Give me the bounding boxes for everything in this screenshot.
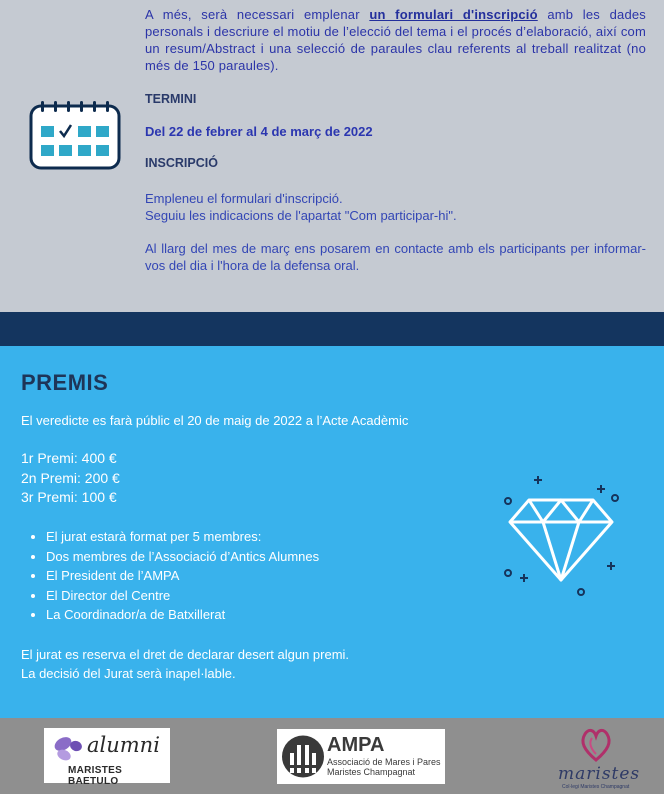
closing-line-1: El jurat es reserva el dret de declarar desert algun premi.	[21, 647, 350, 662]
maristes-heart-icon	[578, 724, 614, 764]
prize-1: 1r Premi: 400 €	[21, 450, 117, 466]
ampa-subtitle-line-1: Associació de Mares i Pares	[327, 757, 441, 767]
alumni-logo[interactable]	[44, 728, 170, 787]
termini-dates: Del 22 de febrer al 4 de març de 2022	[145, 124, 373, 139]
ampa-logo-subtitle	[327, 757, 441, 777]
ampa-logo-title: AMPA	[327, 734, 385, 756]
calendar-icon	[28, 97, 122, 171]
jury-item: • El Director del Centre	[46, 586, 319, 606]
prize-2: 2n Premi: 200 €	[21, 469, 120, 486]
jury-item: • Dos membres de l’Associació d’Antics Alumnes	[46, 547, 319, 567]
maristes-logo-name: maristes	[558, 764, 641, 784]
intro-text-end: amb les dades personals i descriure el motiu de l’elecció del tema i el procés d’elaboració, així com un resum/Abstract i una selecció de paraules clau referents al treball realitzat (no més de 150 paraules).	[145, 7, 647, 73]
ampa-subtitle-line-2: Maristes Champagnat	[327, 767, 416, 777]
alumni-logo-name: alumni	[87, 733, 160, 757]
inscripcio-line-2: Seguiu les indicacions de l'apartat "Com participar-hi".	[145, 208, 457, 223]
ampa-logo[interactable]	[277, 729, 445, 784]
jury-item: • La Coordinador/a de Batxillerat	[46, 605, 319, 625]
inscripcio-line-1: Empleneu el formulari d'inscripció.	[145, 191, 343, 206]
diamond-icon	[496, 470, 626, 600]
veredicte-text: El veredicte es farà públic el 20 de maig de 2022 a l’Acte Acadèmic	[21, 413, 409, 428]
maristes-logo-subtitle: Col·legi Maristes Champagnat	[562, 784, 630, 790]
intro-text-start: A més, serà necessari emplenar	[145, 7, 370, 22]
registration-form-link[interactable]: un formulari d'inscripció	[369, 7, 538, 22]
inscripcio-heading: INSCRIPCIÓ	[145, 156, 218, 170]
jury-item: • El jurat estarà format per 5 membres:	[46, 527, 319, 547]
jury-item: • El President de l’AMPA	[46, 566, 319, 586]
intro-paragraph	[145, 6, 646, 74]
maristes-logo[interactable]	[556, 722, 640, 792]
divider-bar	[0, 312, 664, 346]
butterfly-icon	[52, 734, 86, 764]
jury-list	[21, 527, 319, 625]
premis-title: PREMIS	[21, 370, 109, 395]
termini-heading: TERMINI	[145, 92, 197, 106]
closing-line-2: La decisió del Jurat serà inapel·lable.	[21, 666, 236, 681]
prize-list	[21, 449, 120, 508]
ampa-emblem-icon	[281, 733, 325, 780]
alumni-logo-subtitle: MARISTES BAETULO	[68, 765, 123, 787]
contact-paragraph: Al llarg del mes de març ens posarem en contacte amb els participants per informar-vos del dia i l'hora de la defensa oral.	[145, 241, 646, 273]
prize-3: 3r Premi: 100 €	[21, 489, 117, 505]
